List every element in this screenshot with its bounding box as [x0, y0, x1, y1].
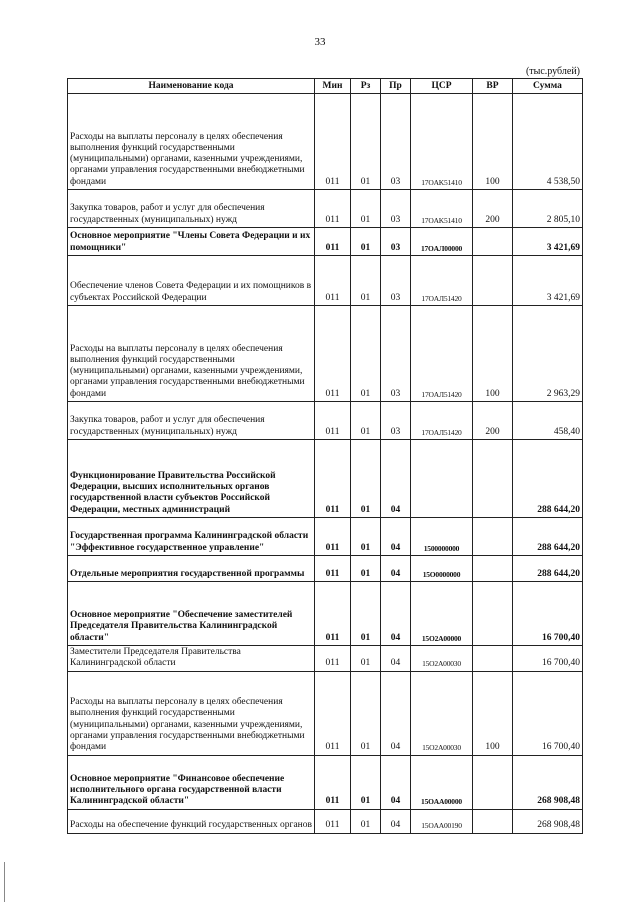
row-vr — [473, 646, 513, 672]
row-name: Обеспечение членов Совета Федерации и их помощников в субъектах Российской Федерации — [68, 256, 315, 306]
row-vr — [473, 809, 513, 833]
row-rz: 01 — [351, 440, 381, 518]
row-pr: 04 — [381, 671, 411, 755]
row-sum: 2 963,29 — [513, 306, 583, 402]
row-sum: 16 700,40 — [513, 646, 583, 672]
row-rz: 01 — [351, 228, 381, 256]
row-pr: 03 — [381, 256, 411, 306]
row-sum: 3 421,69 — [513, 256, 583, 306]
row-vr: 100 — [473, 94, 513, 190]
row-vr — [473, 582, 513, 646]
col-header-rz: Рз — [351, 79, 381, 94]
table-row — [68, 402, 583, 440]
row-csr: 1500000000 — [411, 518, 473, 556]
page-number: 33 — [314, 36, 326, 48]
table-row — [68, 518, 583, 556]
row-pr: 04 — [381, 556, 411, 582]
row-min: 011 — [315, 809, 351, 833]
row-csr: 15O2A00000 — [411, 582, 473, 646]
row-sum: 16 700,40 — [513, 582, 583, 646]
row-rz: 01 — [351, 256, 381, 306]
row-csr: 17OAЛ51420 — [411, 402, 473, 440]
row-vr — [473, 556, 513, 582]
table-row — [68, 306, 583, 402]
row-vr — [473, 228, 513, 256]
row-rz: 01 — [351, 94, 381, 190]
col-header-vr: ВР — [473, 79, 513, 94]
row-pr: 04 — [381, 646, 411, 672]
row-rz: 01 — [351, 190, 381, 228]
col-header-min: Мин — [315, 79, 351, 94]
table-row — [68, 94, 583, 190]
row-csr: 15O2A00030 — [411, 671, 473, 755]
row-min: 011 — [315, 402, 351, 440]
row-name: Заместители Председателя Правительства Калининградской области — [68, 646, 315, 672]
row-name: Государственная программа Калининградской области "Эффективное государственное управление" — [68, 518, 315, 556]
row-csr — [411, 440, 473, 518]
row-sum: 288 644,20 — [513, 556, 583, 582]
row-pr: 03 — [381, 94, 411, 190]
row-pr: 03 — [381, 402, 411, 440]
row-csr: 15OAA00190 — [411, 809, 473, 833]
row-name: Расходы на выплаты персоналу в целях обеспечения выполнения функций государственными (муниципальными) органами, казенными учреждениями, органами управления государственными внебюджетными фондами — [68, 94, 315, 190]
row-vr: 100 — [473, 671, 513, 755]
row-sum: 288 644,20 — [513, 440, 583, 518]
row-sum: 458,40 — [513, 402, 583, 440]
table-row — [68, 228, 583, 256]
row-min: 011 — [315, 256, 351, 306]
row-min: 011 — [315, 94, 351, 190]
row-name: Расходы на выплаты персоналу в целях обеспечения выполнения функций государственными (муниципальными) органами, казенными учреждениями, органами управления государственными внебюджетными фондами — [68, 306, 315, 402]
row-sum: 268 908,48 — [513, 755, 583, 809]
row-rz: 01 — [351, 809, 381, 833]
row-pr: 04 — [381, 809, 411, 833]
row-csr: 15OAA00000 — [411, 755, 473, 809]
row-name: Основное мероприятие "Обеспечение заместителей Председателя Правительства Калининградской области" — [68, 582, 315, 646]
row-sum: 4 538,50 — [513, 94, 583, 190]
table-row — [68, 440, 583, 518]
row-min: 011 — [315, 582, 351, 646]
row-sum: 288 644,20 — [513, 518, 583, 556]
row-name: Основное мероприятие "Члены Совета Федерации и их помощники" — [68, 228, 315, 256]
row-min: 011 — [315, 190, 351, 228]
row-min: 011 — [315, 755, 351, 809]
row-sum: 268 908,48 — [513, 809, 583, 833]
row-rz: 01 — [351, 518, 381, 556]
row-pr: 04 — [381, 518, 411, 556]
table-header-row — [68, 79, 583, 94]
table-row — [68, 582, 583, 646]
row-min: 011 — [315, 518, 351, 556]
row-min: 011 — [315, 646, 351, 672]
table-row — [68, 190, 583, 228]
row-vr: 100 — [473, 306, 513, 402]
units-label: (тыс.рублей) — [525, 66, 580, 77]
table-row — [68, 646, 583, 672]
row-min: 011 — [315, 440, 351, 518]
row-rz: 01 — [351, 306, 381, 402]
row-csr: 17OAЛ51420 — [411, 306, 473, 402]
row-min: 011 — [315, 556, 351, 582]
table-row — [68, 556, 583, 582]
row-name: Закупка товаров, работ и услуг для обеспечения государственных (муниципальных) нужд — [68, 190, 315, 228]
row-vr — [473, 256, 513, 306]
row-pr: 04 — [381, 755, 411, 809]
row-vr — [473, 440, 513, 518]
row-name: Расходы на обеспечение функций государственных органов — [68, 809, 315, 833]
row-sum: 3 421,69 — [513, 228, 583, 256]
row-pr: 04 — [381, 582, 411, 646]
row-min: 011 — [315, 671, 351, 755]
table-body — [68, 94, 583, 834]
row-pr: 03 — [381, 190, 411, 228]
margin-mark — [4, 862, 5, 902]
col-header-pr: Пр — [381, 79, 411, 94]
row-rz: 01 — [351, 582, 381, 646]
row-min: 011 — [315, 228, 351, 256]
row-name: Основное мероприятие "Финансовое обеспечение исполнительного органа государственной власти Калининградской области" — [68, 755, 315, 809]
table-row — [68, 755, 583, 809]
row-rz: 01 — [351, 402, 381, 440]
row-vr: 200 — [473, 190, 513, 228]
budget-table — [67, 78, 583, 834]
row-min: 011 — [315, 306, 351, 402]
table-row — [68, 671, 583, 755]
row-sum: 2 805,10 — [513, 190, 583, 228]
row-pr: 04 — [381, 440, 411, 518]
row-csr: 15O2A00030 — [411, 646, 473, 672]
col-header-name: Наименование кода — [68, 79, 315, 94]
row-csr: 17OAK51410 — [411, 94, 473, 190]
row-pr: 03 — [381, 228, 411, 256]
col-header-sum: Сумма — [513, 79, 583, 94]
row-name: Отдельные мероприятия государственной программы — [68, 556, 315, 582]
row-vr: 200 — [473, 402, 513, 440]
table-row — [68, 809, 583, 833]
row-name: Расходы на выплаты персоналу в целях обеспечения выполнения функций государственными (муниципальными) органами, казенными учреждениями, органами управления государственными внебюджетными фондами — [68, 671, 315, 755]
row-csr: 15O0000000 — [411, 556, 473, 582]
row-rz: 01 — [351, 646, 381, 672]
row-name: Функционирование Правительства Российской Федерации, высших исполнительных органов государственной власти субъектов Российской Федерации, местных администраций — [68, 440, 315, 518]
row-vr — [473, 755, 513, 809]
table-row — [68, 256, 583, 306]
row-rz: 01 — [351, 556, 381, 582]
row-csr: 17OAЛ51420 — [411, 256, 473, 306]
row-sum: 16 700,40 — [513, 671, 583, 755]
row-pr: 03 — [381, 306, 411, 402]
row-rz: 01 — [351, 671, 381, 755]
row-csr: 17OAK51410 — [411, 190, 473, 228]
row-csr: 17OAЛ00000 — [411, 228, 473, 256]
row-vr — [473, 518, 513, 556]
col-header-csr: ЦСР — [411, 79, 473, 94]
row-name: Закупка товаров, работ и услуг для обеспечения государственных (муниципальных) нужд — [68, 402, 315, 440]
row-rz: 01 — [351, 755, 381, 809]
